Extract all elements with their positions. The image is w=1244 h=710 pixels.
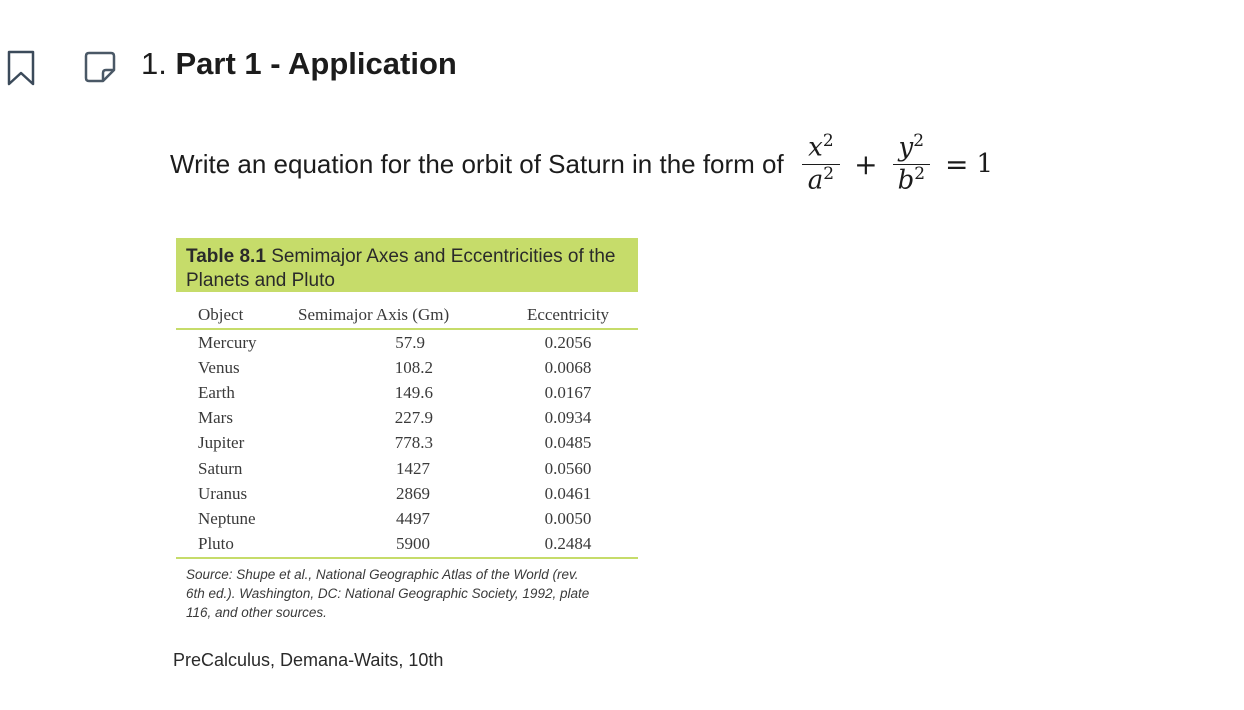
eq-exp-x: 2 (822, 130, 834, 151)
cell-eccentricity: 0.0934 (544, 408, 592, 428)
table-row (176, 532, 638, 558)
header-eccentricity: Eccentricity (498, 292, 638, 329)
eq-plus: + (854, 147, 878, 181)
cell-eccentricity: 0.0068 (544, 357, 592, 377)
planet-table-figure (176, 238, 638, 622)
table-row (176, 355, 638, 380)
cell-axis (298, 481, 498, 506)
cell-object: Pluto (176, 532, 298, 558)
axis-value: 778.3 (394, 433, 433, 453)
axis-value: 57.9 (395, 332, 425, 352)
table-row (176, 406, 638, 431)
header-semimajor-axis: Semimajor Axis (Gm) (298, 292, 498, 329)
cell-eccentricity: 0.0560 (544, 458, 592, 478)
question-title: Part 1 - Application (175, 46, 457, 81)
cell-object: Venus (198, 357, 240, 377)
cell-eccentricity: 0.0485 (544, 433, 592, 453)
cell-eccentricity: 0.0167 (544, 382, 592, 402)
eq-a: a (807, 165, 824, 196)
table-source-note: Source: Shupe et al., National Geographic Atlas of the World (rev. 6th ed.). Washington, DC: National Geographic Society, 1992, plate 116, and other sources. (186, 566, 590, 620)
table-caption-label: Table 8.1 (186, 246, 266, 267)
eq-equals: = (945, 147, 969, 181)
planet-table (176, 292, 638, 559)
eq-rhs: 1 (976, 149, 994, 179)
cell-axis (298, 456, 498, 481)
eq-x: x (808, 132, 823, 163)
cell-axis (298, 506, 498, 531)
cell-axis (298, 431, 498, 456)
cell-eccentricity: 0.0050 (544, 508, 592, 528)
eq-exp-b: 2 (914, 163, 926, 184)
textbook-credit: PreCalculus, Demana-Waits, 10th (173, 650, 444, 670)
eq-exp-y: 2 (913, 130, 925, 151)
table-row (176, 506, 638, 531)
table-caption (176, 238, 638, 292)
cell-object: Neptune (198, 508, 256, 528)
cell-object: Mercury (198, 332, 257, 352)
axis-value: 227.9 (394, 408, 433, 428)
cell-eccentricity: 0.0461 (544, 483, 592, 503)
eq-y: y (898, 132, 914, 163)
cell-object: Jupiter (198, 433, 245, 453)
axis-value: 149.6 (394, 382, 433, 402)
eq-exp-a: 2 (823, 163, 835, 184)
axis-value: 2869 (396, 483, 430, 503)
cell-object: Earth (198, 382, 235, 402)
cell-object: Uranus (198, 483, 248, 503)
table-row (176, 329, 638, 355)
eq-b: b (897, 165, 915, 196)
cell-eccentricity: 0.2056 (544, 332, 592, 352)
cell-axis (298, 355, 498, 380)
fraction-y (892, 132, 931, 196)
question-heading (141, 46, 457, 82)
note-icon[interactable] (83, 50, 117, 84)
cell-axis (298, 380, 498, 405)
cell-object: Mars (198, 408, 233, 428)
ellipse-equation (796, 132, 993, 196)
prompt-text: Write an equation for the orbit of Saturn in the form of (170, 148, 784, 179)
cell-eccentricity: 0.2484 (498, 532, 638, 558)
bookmark-icon[interactable] (6, 50, 36, 86)
table-caption-text: Semimajor Axes and Eccentricities of the Planets and Pluto (186, 246, 616, 291)
cell-axis (298, 329, 498, 355)
axis-value: 1427 (396, 458, 430, 478)
table-row (176, 431, 638, 456)
axis-value: 108.2 (394, 357, 433, 377)
table-row (176, 456, 638, 481)
question-number: 1. (141, 46, 167, 81)
axis-value: 4497 (396, 508, 430, 528)
header-object: Object (176, 292, 298, 329)
axis-value: 5900 (396, 534, 430, 554)
cell-axis (298, 532, 498, 558)
cell-object: Saturn (198, 458, 243, 478)
table-row (176, 481, 638, 506)
fraction-x (802, 132, 840, 196)
table-header-row (176, 292, 638, 329)
table-row (176, 380, 638, 405)
cell-axis (298, 406, 498, 431)
question-prompt (170, 119, 993, 209)
